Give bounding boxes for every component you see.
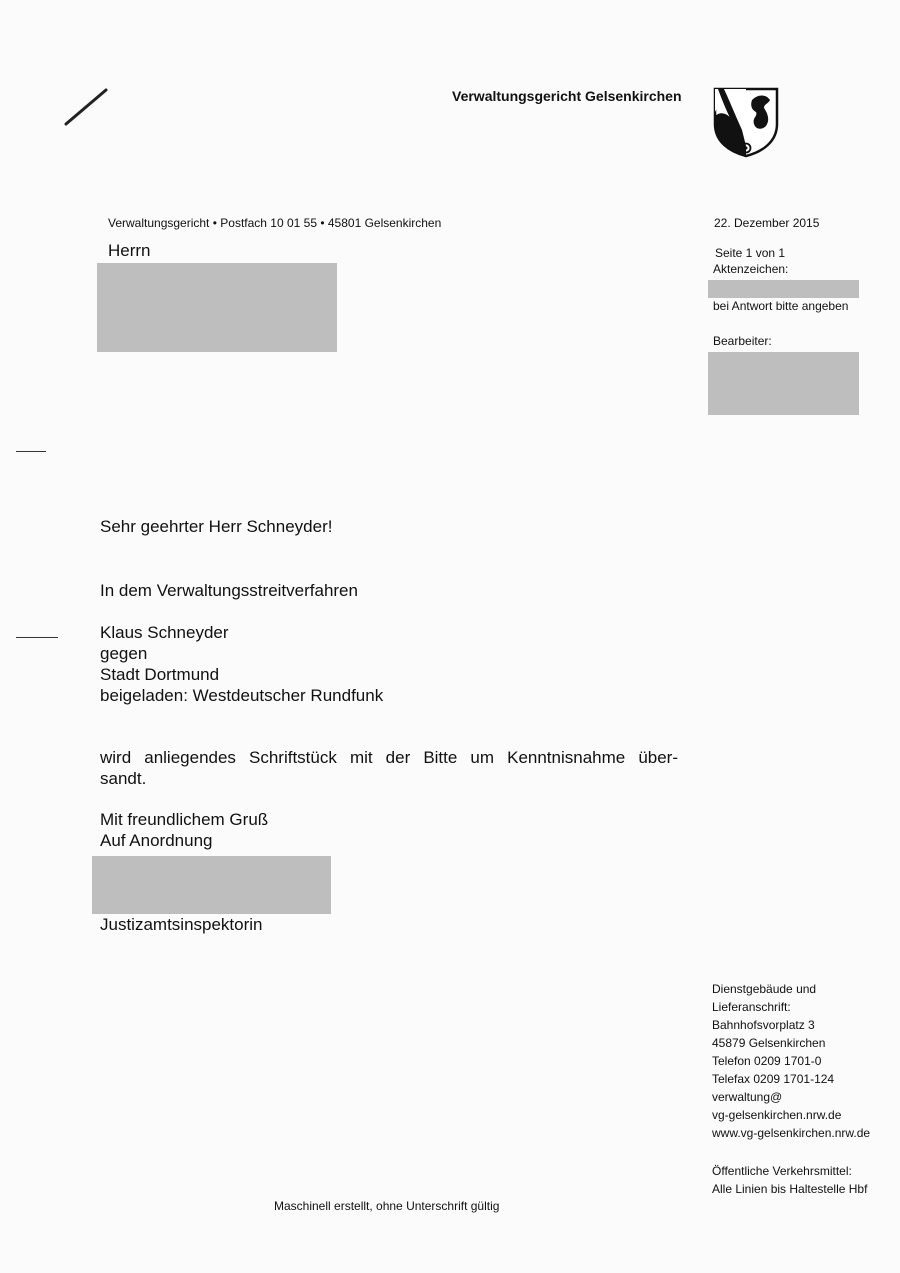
page-count: Seite 1 von 1 bbox=[715, 246, 786, 260]
sender-return-address: Verwaltungsgericht • Postfach 10 01 55 • 45801 Gelsenkirchen bbox=[108, 216, 442, 230]
body-paragraph bbox=[100, 747, 678, 789]
court-name: Verwaltungsgericht Gelsenkirchen bbox=[452, 88, 682, 104]
contact-line: Lieferanschrift: bbox=[712, 1000, 791, 1014]
contact-line: 45879 Gelsenkirchen bbox=[712, 1036, 826, 1050]
redacted-aktenzeichen bbox=[708, 280, 859, 298]
machine-generated-note: Maschinell erstellt, ohne Unterschrift gültig bbox=[274, 1199, 500, 1213]
bearbeiter-label: Bearbeiter: bbox=[713, 334, 772, 348]
punch-mark bbox=[16, 637, 58, 638]
aktenzeichen-label: Aktenzeichen: bbox=[713, 262, 789, 276]
contact-block bbox=[712, 980, 870, 1142]
pen-stroke-mark bbox=[62, 84, 112, 128]
body-line: sandt. bbox=[100, 769, 147, 788]
transit-block bbox=[712, 1162, 867, 1198]
body-line: wird anliegendes Schriftstück mit der Bitte um Kenntnisnahme über- bbox=[100, 748, 678, 767]
redacted-signature bbox=[92, 856, 331, 914]
signer-title: Justizamtsinspektorin bbox=[100, 915, 263, 934]
contact-line: vg-gelsenkirchen.nrw.de bbox=[712, 1108, 842, 1122]
reply-note: bei Antwort bitte angeben bbox=[713, 299, 849, 313]
party-line: Stadt Dortmund bbox=[100, 665, 220, 684]
transit-label: Öffentliche Verkehrsmittel: bbox=[712, 1164, 852, 1178]
party-line: Klaus Schneyder bbox=[100, 623, 229, 642]
recipient-title: Herrn bbox=[108, 241, 151, 260]
closing-line: Auf Anordnung bbox=[100, 831, 213, 850]
redacted-recipient-address bbox=[97, 263, 337, 352]
greeting: Sehr geehrter Herr Schneyder! bbox=[100, 517, 333, 536]
redacted-bearbeiter bbox=[708, 352, 859, 415]
party-line: gegen bbox=[100, 644, 148, 663]
letter-date: 22. Dezember 2015 bbox=[714, 216, 820, 230]
parties-block bbox=[100, 622, 383, 706]
contact-line: Telefon 0209 1701-0 bbox=[712, 1054, 822, 1068]
contact-line: Bahnhofsvorplatz 3 bbox=[712, 1018, 815, 1032]
contact-line: www.vg-gelsenkirchen.nrw.de bbox=[712, 1126, 871, 1140]
transit-value: Alle Linien bis Haltestelle Hbf bbox=[712, 1182, 868, 1196]
party-line: beigeladen: Westdeutscher Rundfunk bbox=[100, 686, 384, 705]
contact-line: Telefax 0209 1701-124 bbox=[712, 1072, 835, 1086]
closing-line: Mit freundlichem Gruß bbox=[100, 810, 269, 829]
intro-line: In dem Verwaltungsstreitverfahren bbox=[100, 581, 358, 600]
fold-mark bbox=[16, 451, 46, 452]
contact-line: verwaltung@ bbox=[712, 1090, 783, 1104]
contact-line: Dienstgebäude und bbox=[712, 982, 817, 996]
closing-block bbox=[100, 809, 268, 851]
nrw-coat-of-arms-icon bbox=[712, 86, 780, 158]
